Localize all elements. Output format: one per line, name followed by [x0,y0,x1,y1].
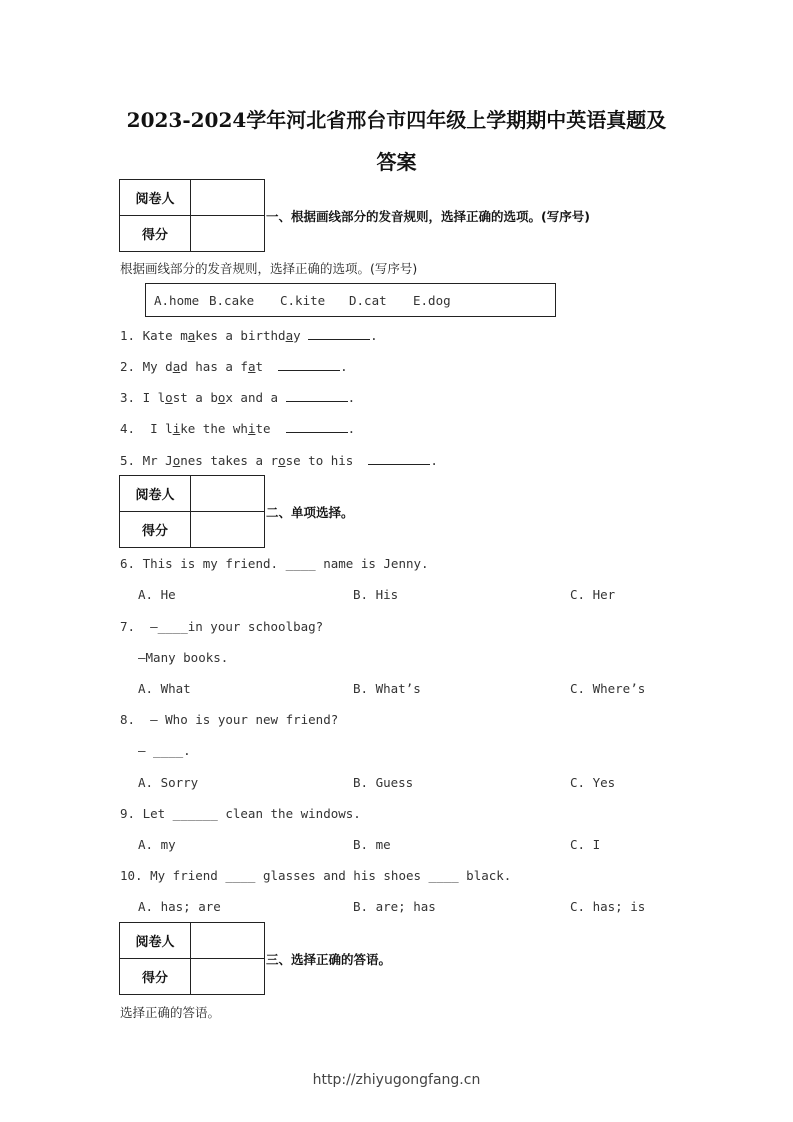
question-7-option-b[interactable]: B. What’s [353,681,421,696]
question-3: 3. I lost a box and a . [120,390,356,405]
reviewer-label: 阅卷人 [120,180,191,216]
question-6-option-c[interactable]: C. Her [570,587,616,602]
question-10-option-b[interactable]: B. are; has [353,899,436,914]
option-c: C.kite [280,293,326,308]
section3-heading: 三、选择正确的答语。 [266,952,392,967]
question-9-option-c[interactable]: C. I [570,837,601,852]
question-4: 4. I like the white . [120,421,356,436]
question-2: 2. My dad has a fat . [120,359,348,374]
reviewer-cell [191,476,265,512]
reviewer-cell [191,180,265,216]
question-1: 1. Kate makes a birthday . [120,328,378,343]
question-8-reply: — ____. [138,743,191,758]
reviewer-label: 阅卷人 [120,923,191,959]
answer-blank[interactable] [308,327,370,340]
question-9-stem: 9. Let ______ clean the windows. [120,806,361,821]
option-b: B.cake [209,293,255,308]
question-8-option-a[interactable]: A. Sorry [138,775,199,790]
section1-instruction: 根据画线部分的发音规则，选择正确的选项。(写序号) [120,261,418,276]
score-label: 得分 [120,216,191,252]
question-9-option-a[interactable]: A. my [138,837,176,852]
answer-blank[interactable] [368,452,430,465]
document-title-line1: 2023-2024学年河北省邢台市四年级上学期期中英语真题及 [126,108,667,132]
option-e: E.dog [413,293,451,308]
phonics-options-box [145,283,556,317]
question-7-stem: 7. —____in your schoolbag? [120,619,324,634]
grader-table-2 [119,475,265,548]
score-cell [191,512,265,548]
question-8-option-c[interactable]: C. Yes [570,775,616,790]
answer-blank[interactable] [286,389,348,402]
reviewer-cell [191,923,265,959]
question-5: 5. Mr Jones takes a rose to his . [120,453,438,468]
question-6-option-b[interactable]: B. His [353,587,399,602]
question-8-option-b[interactable]: B. Guess [353,775,414,790]
question-10-option-a[interactable]: A. has; are [138,899,221,914]
section2-heading: 二、单项选择。 [266,505,354,520]
reviewer-label: 阅卷人 [120,476,191,512]
answer-blank[interactable] [278,358,340,371]
question-7-option-a[interactable]: A. What [138,681,191,696]
score-cell [191,216,265,252]
score-label: 得分 [120,959,191,995]
question-10-option-c[interactable]: C. has; is [570,899,646,914]
grader-table-1 [119,179,265,252]
question-6-stem: 6. This is my friend. ____ name is Jenny. [120,556,429,571]
answer-blank[interactable] [286,420,348,433]
section1-heading: 一、根据画线部分的发音规则，选择正确的选项。(写序号) [266,209,590,224]
question-7-reply: —Many books. [138,650,229,665]
question-6-option-a[interactable]: A. He [138,587,176,602]
document-title-line2: 答案 [376,150,417,174]
score-cell [191,959,265,995]
grader-table-3 [119,922,265,995]
section3-instruction: 选择正确的答语。 [120,1005,221,1020]
question-8-stem: 8. — Who is your new friend? [120,712,339,727]
score-label: 得分 [120,512,191,548]
question-10-stem: 10. My friend ____ glasses and his shoes ____ black. [120,868,512,883]
question-9-option-b[interactable]: B. me [353,837,391,852]
option-d: D.cat [349,293,387,308]
question-7-option-c[interactable]: C. Where’s [570,681,646,696]
option-a: A.home [154,293,200,308]
footer-url[interactable]: http://zhiyugongfang.cn [312,1072,481,1088]
